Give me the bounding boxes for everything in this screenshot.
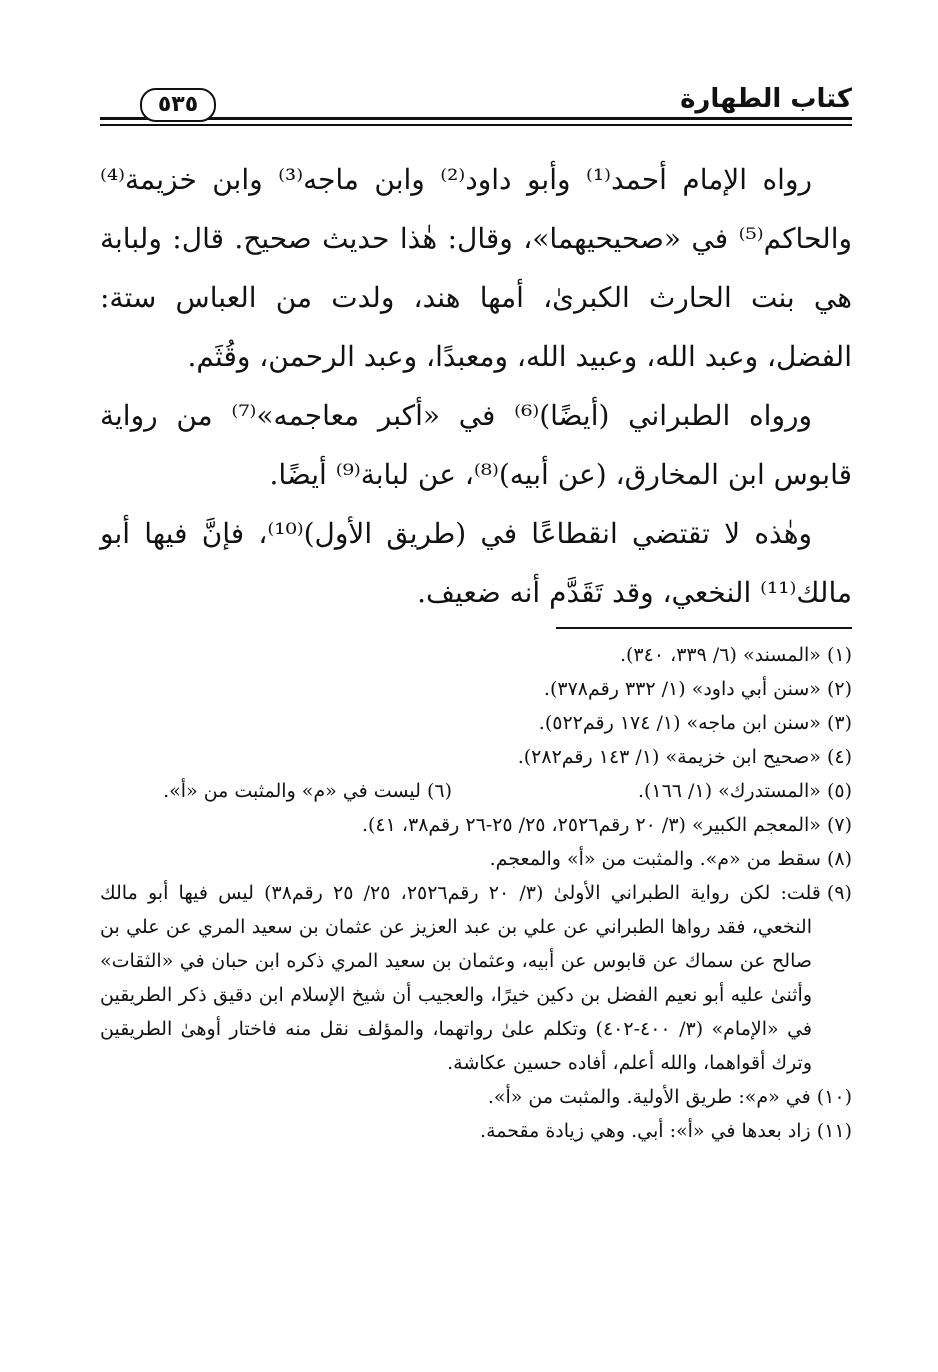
page-header	[100, 78, 852, 134]
footnote-number: (٢)	[826, 678, 852, 700]
main-text	[100, 150, 852, 622]
footnote-text: في «م»: طريق الأولية. والمثبت من «أ».	[487, 1086, 811, 1108]
footnote-10	[100, 1080, 852, 1114]
footnote-9	[100, 876, 852, 1080]
paragraph-1: رواه الإمام أحمد⁽¹⁾ وأبو داود⁽²⁾ وابن ماجه⁽³⁾ وابن خزيمة⁽⁴⁾ والحاكم⁽⁵⁾ في «صحيحيهما»، وقال: هٰذا حديث صحيح. قال: ولبابة هي بنت الحارث الكبرىٰ، أمها هند، ولدت من العباس ستة: الفضل، وعبد الله، وعبيد الله، ومعبدًا، وعبد الرحمن، وقُثَم.	[100, 163, 852, 373]
footnote-text: ليست في «م» والمثبت من «أ».	[163, 780, 421, 802]
footnote-number: (٣)	[826, 712, 852, 734]
footnote-separator	[556, 627, 852, 629]
footnote-1	[100, 638, 852, 672]
footnote-text: قلت: لكن رواية الطبراني الأولىٰ (٣/ ٢٠ رقم٢٥٢٦، ٢٥/ ٢٥ رقم٣٨) ليس فيها أبو مالك النخعي، فقد رواها الطبراني عن علي بن عبد العزيز عن عثمان بن سعيد المري عن علي بن صالح عن سماك عن قابوس عن أبيه، وعثمان بن سعيد المري ذكره ابن حبان في «الثقات» وأثنىٰ عليه أبو نعيم الفضل بن دكين خيرًا، والعجيب أن شيخ الإسلام ابن دقيق ذكر الطريقين في «الإمام» (٣/ ٤٠٠-٤٠٢) وتكلم علىٰ رواتهما، والمؤلف نقل منه فاختار أوهىٰ الطريقين وترك أقواهما، والله أعلم، أفاده حسين عكاشة.	[100, 882, 821, 1074]
footnote-number: (٧)	[826, 814, 852, 836]
footnote-7	[100, 808, 852, 842]
footnote-5-6	[100, 774, 852, 808]
footnote-number: (٥)	[826, 780, 852, 802]
footnote-number: (١٠)	[816, 1086, 852, 1108]
footnote-text: «سنن ابن ماجه» (١/ ١٧٤ رقم٥٢٢).	[538, 712, 821, 734]
footnote-8	[100, 842, 852, 876]
page-number: ٥٣٥	[140, 88, 216, 122]
paragraph-2: ورواه الطبراني (أيضًا)⁽⁶⁾ في «أكبر معاجمه»⁽⁷⁾ من رواية قابوس ابن المخارق، (عن أبيه)⁽⁸⁾، عن لبابة⁽⁹⁾ أيضًا.	[100, 399, 852, 491]
footnote-text: «صحيح ابن خزيمة» (١/ ١٤٣ رقم٢٨٢).	[517, 746, 821, 768]
header-rule-thick	[100, 117, 852, 120]
book-title: كتاب الطهارة	[680, 84, 852, 114]
footnote-2	[100, 672, 852, 706]
footnote-6	[163, 774, 452, 808]
footnote-number: (٦)	[426, 780, 452, 802]
paragraph-3: وهٰذه لا تقتضي انقطاعًا في (طريق الأول)⁽¹⁰⁾، فإنَّ فيها أبو مالك⁽¹¹⁾ النخعي، وقد تَقَدَّم أنه ضعيف.	[100, 517, 852, 609]
footnote-11	[100, 1114, 852, 1148]
footnote-number: (١١)	[816, 1120, 852, 1142]
footnote-number: (٤)	[826, 746, 852, 768]
footnote-3	[100, 706, 852, 740]
footnote-text: «المعجم الكبير» (٣/ ٢٠ رقم٢٥٢٦، ٢٥/ ٢٥-٢٦ رقم٣٨، ٤١).	[361, 814, 821, 836]
footnote-text: «سنن أبي داود» (١/ ٣٣٢ رقم٣٧٨).	[543, 678, 821, 700]
footnote-4	[100, 740, 852, 774]
footnote-5	[452, 774, 852, 808]
footnote-text: «المسند» (٦/ ٣٣٩، ٣٤٠).	[619, 644, 821, 666]
footnote-number: (٨)	[826, 848, 852, 870]
footnotes	[100, 638, 852, 1148]
header-rule-thin	[100, 124, 852, 126]
footnote-number: (٩)	[826, 882, 852, 904]
footnote-text: «المستدرك» (١/ ١٦٦).	[637, 780, 821, 802]
footnote-number: (١)	[826, 644, 852, 666]
footnote-text: سقط من «م». والمثبت من «أ» والمعجم.	[489, 848, 821, 870]
footnote-text: زاد بعدها في «أ»: أبي. وهي زيادة مقحمة.	[480, 1120, 811, 1142]
